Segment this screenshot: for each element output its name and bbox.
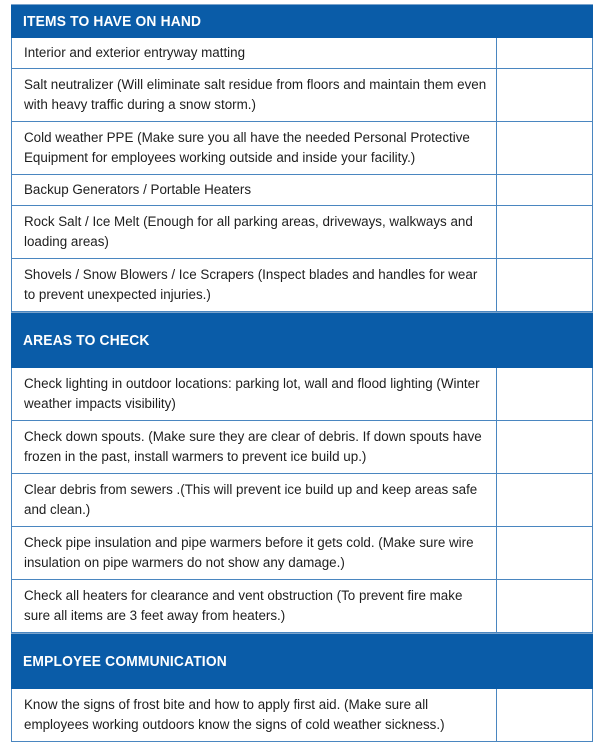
- checkbox-cell[interactable]: [497, 38, 592, 68]
- section-header-items-on-hand: [11, 4, 593, 38]
- checkbox-cell[interactable]: [497, 175, 592, 205]
- checklist-row: [11, 175, 593, 206]
- winter-checklist: [11, 4, 593, 742]
- checkbox-cell[interactable]: [497, 206, 592, 258]
- checklist-item-text: Cold weather PPE (Make sure you all have the needed Personal Protective Equipment for employees working outside and inside your facility.): [12, 122, 497, 174]
- checklist-item-text: Check lighting in outdoor locations: parking lot, wall and flood lighting (Winter weather impacts visibility): [12, 368, 497, 420]
- section-header-employee-communication: [11, 633, 593, 689]
- checkbox-cell[interactable]: [497, 689, 592, 741]
- checklist-item-text: Salt neutralizer (Will eliminate salt residue from floors and maintain them even with heavy traffic during a snow storm.): [12, 69, 497, 121]
- checkbox-cell[interactable]: [497, 421, 592, 473]
- checkbox-cell[interactable]: [497, 527, 592, 579]
- checklist-item-text: Know the signs of frost bite and how to apply first aid. (Make sure all employees working outdoors know the signs of cold weather sickness.): [12, 689, 497, 741]
- checkbox-cell[interactable]: [497, 69, 592, 121]
- checkbox-cell[interactable]: [497, 259, 592, 311]
- checklist-row: [11, 421, 593, 474]
- checklist-item-text: Check pipe insulation and pipe warmers before it gets cold. (Make sure wire insulation on pipe warmers do not show any damage.): [12, 527, 497, 579]
- section-header-areas-to-check: [11, 312, 593, 368]
- checklist-item-text: Shovels / Snow Blowers / Ice Scrapers (Inspect blades and handles for wear to prevent unexpected injuries.): [12, 259, 497, 311]
- checklist-row: [11, 69, 593, 122]
- checklist-row: [11, 580, 593, 633]
- section-title: AREAS TO CHECK: [23, 332, 150, 349]
- checklist-item-text: Check down spouts. (Make sure they are clear of debris. If down spouts have frozen in the past, install warmers to prevent ice build up.): [12, 421, 497, 473]
- checklist-row: [11, 259, 593, 312]
- checklist-row: [11, 368, 593, 421]
- checklist-row: [11, 206, 593, 259]
- checkbox-cell[interactable]: [497, 474, 592, 526]
- checklist-row: [11, 689, 593, 742]
- checklist-item-text: Clear debris from sewers .(This will prevent ice build up and keep areas safe and clean.): [12, 474, 497, 526]
- section-title: EMPLOYEE COMMUNICATION: [23, 653, 227, 670]
- checklist-row: [11, 527, 593, 580]
- checklist-item-text: Check all heaters for clearance and vent obstruction (To prevent fire make sure all items are 3 feet away from heaters.): [12, 580, 497, 632]
- checklist-row: [11, 474, 593, 527]
- checklist-item-text: Interior and exterior entryway matting: [12, 38, 497, 68]
- checklist-row: [11, 38, 593, 69]
- checkbox-cell[interactable]: [497, 122, 592, 174]
- section-title: ITEMS TO HAVE ON HAND: [23, 13, 202, 30]
- checklist-row: [11, 122, 593, 175]
- checkbox-cell[interactable]: [497, 580, 592, 632]
- checklist-item-text: Rock Salt / Ice Melt (Enough for all parking areas, driveways, walkways and loading areas): [12, 206, 497, 258]
- checkbox-cell[interactable]: [497, 368, 592, 420]
- checklist-item-text: Backup Generators / Portable Heaters: [12, 175, 497, 205]
